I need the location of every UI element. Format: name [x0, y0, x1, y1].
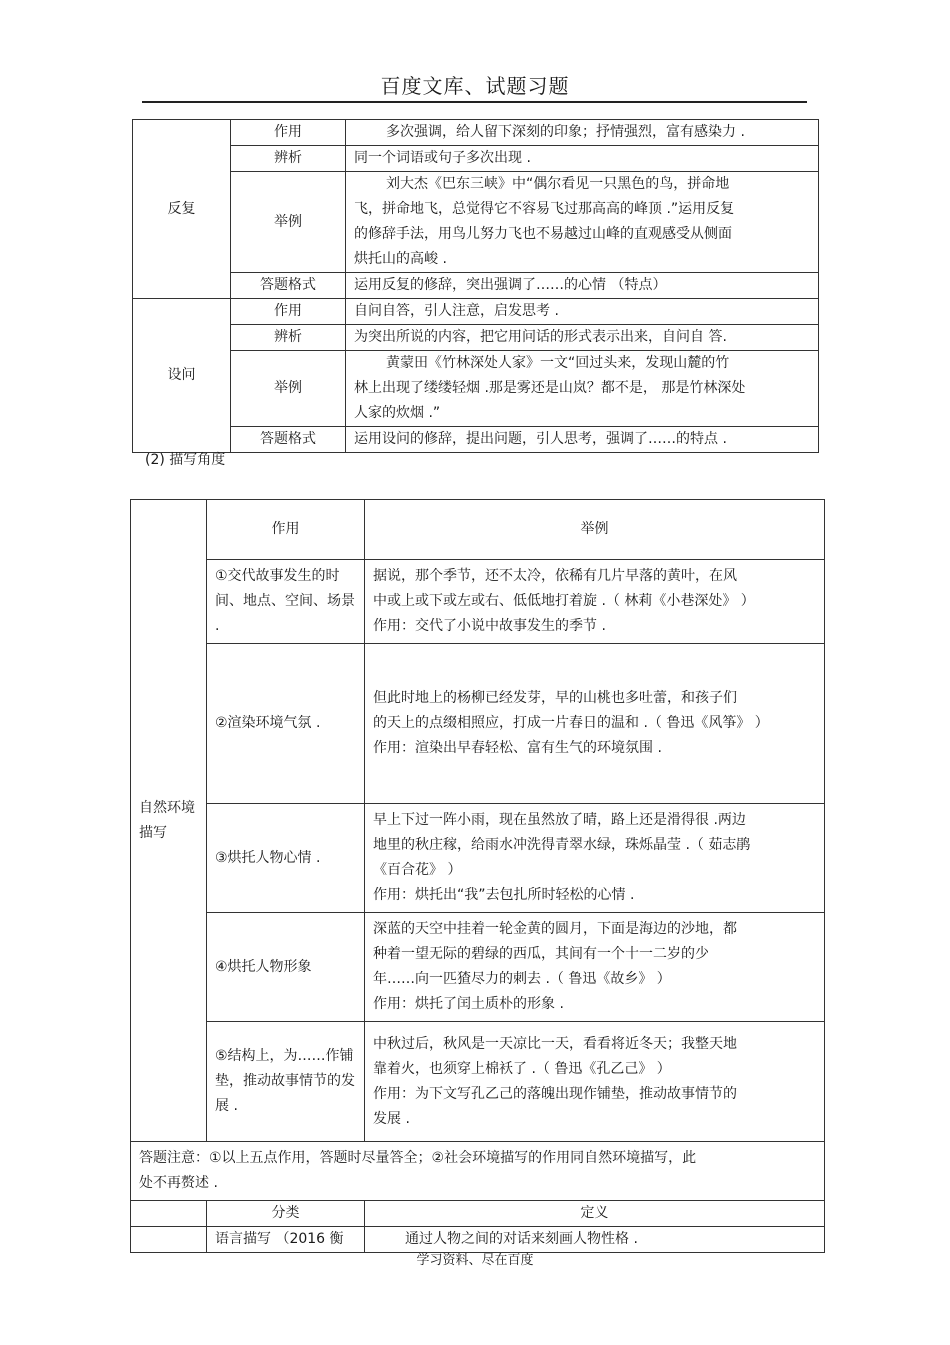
- row-label: 辨析: [231, 325, 346, 351]
- rhetoric-table: [132, 119, 819, 453]
- example-line: 深蓝的天空中挂着一轮金黄的圆月，下面是海边的沙地，都: [373, 921, 737, 937]
- example-line: 黄蒙田《竹林深处人家》一文“回过头来，发现山麓的竹: [386, 355, 730, 371]
- effect-cell: ⑤结构上，为……作铺垫，推动故事情节的发展 .: [207, 1022, 365, 1142]
- example-cell: [365, 913, 825, 1022]
- example-line: 刘大杰《巴东三峡》中“偶尔看见一只黑色的鸟，拼命地: [386, 176, 730, 192]
- group-name: 自然环境描写: [131, 500, 207, 1142]
- row-content: 同一个词语或句子多次出现 .: [346, 146, 819, 172]
- note-cell: [131, 1142, 825, 1201]
- header-rule: [142, 101, 807, 103]
- row-content: 多次强调，给人留下深刻的印象；抒情强烈，富有感染力 .: [346, 120, 819, 146]
- row-label: 答题格式: [231, 273, 346, 299]
- example-line: 《百合花》 ）: [373, 862, 462, 878]
- example-cell: [365, 804, 825, 913]
- example-line: 年……向一匹猹尽力的刺去 .（ 鲁迅《故乡》 ）: [373, 971, 671, 987]
- note-line: 答题注意：①以上五点作用，答题时尽量答全；②社会环境描写的作用同自然环境描写，此: [139, 1150, 697, 1166]
- page-footer: 学习资料、尽在百度: [416, 1253, 534, 1268]
- column-header: 作用: [207, 500, 365, 560]
- row-content: 运用反复的修辞，突出强调了……的心情 （特点）: [346, 273, 819, 299]
- example-line: 人家的炊烟 .”: [354, 405, 441, 421]
- description-angle-table: [130, 499, 825, 1253]
- example-line: 作用：烘托了闰土质朴的形象 .: [373, 996, 564, 1012]
- example-line: 地里的秋庄稼，给雨水冲洗得青翠水绿，珠烁晶莹 .（ 茹志鹃: [373, 837, 751, 853]
- column-header: 分类: [207, 1201, 365, 1227]
- example-line: 烘托山的高峻 .: [354, 251, 447, 267]
- effect-cell: ②渲染环境气氛 .: [207, 644, 365, 804]
- example-cell: [365, 560, 825, 644]
- example-line: 靠着火，也须穿上棉袄了 .（ 鲁迅《孔乙己》 ）: [373, 1060, 671, 1077]
- example-line: 的天上的点缀相照应，打成一片春日的温和 .（ 鲁迅《风筝》 ）: [373, 715, 769, 731]
- category-cell: 语言描写 （2016 衡: [207, 1227, 365, 1253]
- example-line: 种着一望无际的碧绿的西瓜，其间有一个十一二岁的少: [373, 946, 709, 962]
- example-cell: [365, 1022, 825, 1142]
- empty-cell: [131, 1201, 207, 1227]
- row-label: 举例: [231, 172, 346, 273]
- example-line: 中或上或下或左或右、低低地打着旋 .（ 林莉《小巷深处》 ）: [373, 593, 755, 609]
- group-name: 反复: [133, 120, 231, 299]
- example-line: 作用：为下文写孔乙己的落魄出现作铺垫，推动故事情节的: [373, 1085, 737, 1102]
- section-caption: (2) 描写角度: [145, 452, 226, 468]
- note-line: 处不再赘述 .: [139, 1175, 218, 1191]
- column-header: 举例: [365, 500, 825, 560]
- example-line: 作用：渲染出早春轻松、富有生气的环境氛围 .: [373, 740, 662, 756]
- example-line: 但此时地上的杨柳已经发芽，早的山桃也多吐蕾，和孩子们: [373, 690, 737, 706]
- row-label: 辨析: [231, 146, 346, 172]
- effect-cell: ③烘托人物心情 .: [207, 804, 365, 913]
- example-line: 作用：交代了小说中故事发生的季节 .: [373, 618, 606, 634]
- example-line: 的修辞手法，用鸟儿努力飞也不易越过山峰的直观感受从侧面: [354, 226, 732, 242]
- example-line: 飞，拼命地飞，总觉得它不容易飞过那高高的峰顶 .”运用反复: [354, 201, 735, 217]
- example-line: 早上下过一阵小雨，现在虽然放了晴，路上还是滑得很 .两边: [373, 812, 746, 828]
- row-label: 作用: [231, 120, 346, 146]
- row-label: 答题格式: [231, 427, 346, 453]
- group-name: 设问: [133, 299, 231, 453]
- example-line: 中秋过后，秋风是一天凉比一天，看看将近冬天；我整天地: [373, 1035, 737, 1052]
- column-header: 定义: [365, 1201, 825, 1227]
- example-cell: [346, 172, 819, 273]
- effect-cell: ①交代故事发生的时间、地点、空间、场景 .: [207, 560, 365, 644]
- effect-cell: ④烘托人物形象: [207, 913, 365, 1022]
- row-content: 运用设问的修辞，提出问题，引人思考，强调了……的特点 .: [346, 427, 819, 453]
- example-line: 据说，那个季节，还不太冷，依稀有几片早落的黄叶，在风: [373, 568, 737, 584]
- page-title: 百度文库、试题习题: [380, 74, 570, 98]
- row-content: 自问自答，引人注意，启发思考 .: [346, 299, 819, 325]
- example-cell: [365, 644, 825, 804]
- example-line: 发展 .: [373, 1110, 410, 1127]
- example-line: 林上出现了缕缕轻烟 .那是雾还是山岚？都不是， 那是竹林深处: [354, 380, 746, 396]
- row-label: 作用: [231, 299, 346, 325]
- definition-cell: 通过人物之间的对话来刻画人物性格 .: [365, 1227, 825, 1253]
- example-line: 作用：烘托出“我”去包扎所时轻松的心情 .: [373, 887, 635, 903]
- row-content: 为突出所说的内容，把它用问话的形式表示出来，自问自 答.: [346, 325, 819, 351]
- example-cell: [346, 351, 819, 427]
- row-label: 举例: [231, 351, 346, 427]
